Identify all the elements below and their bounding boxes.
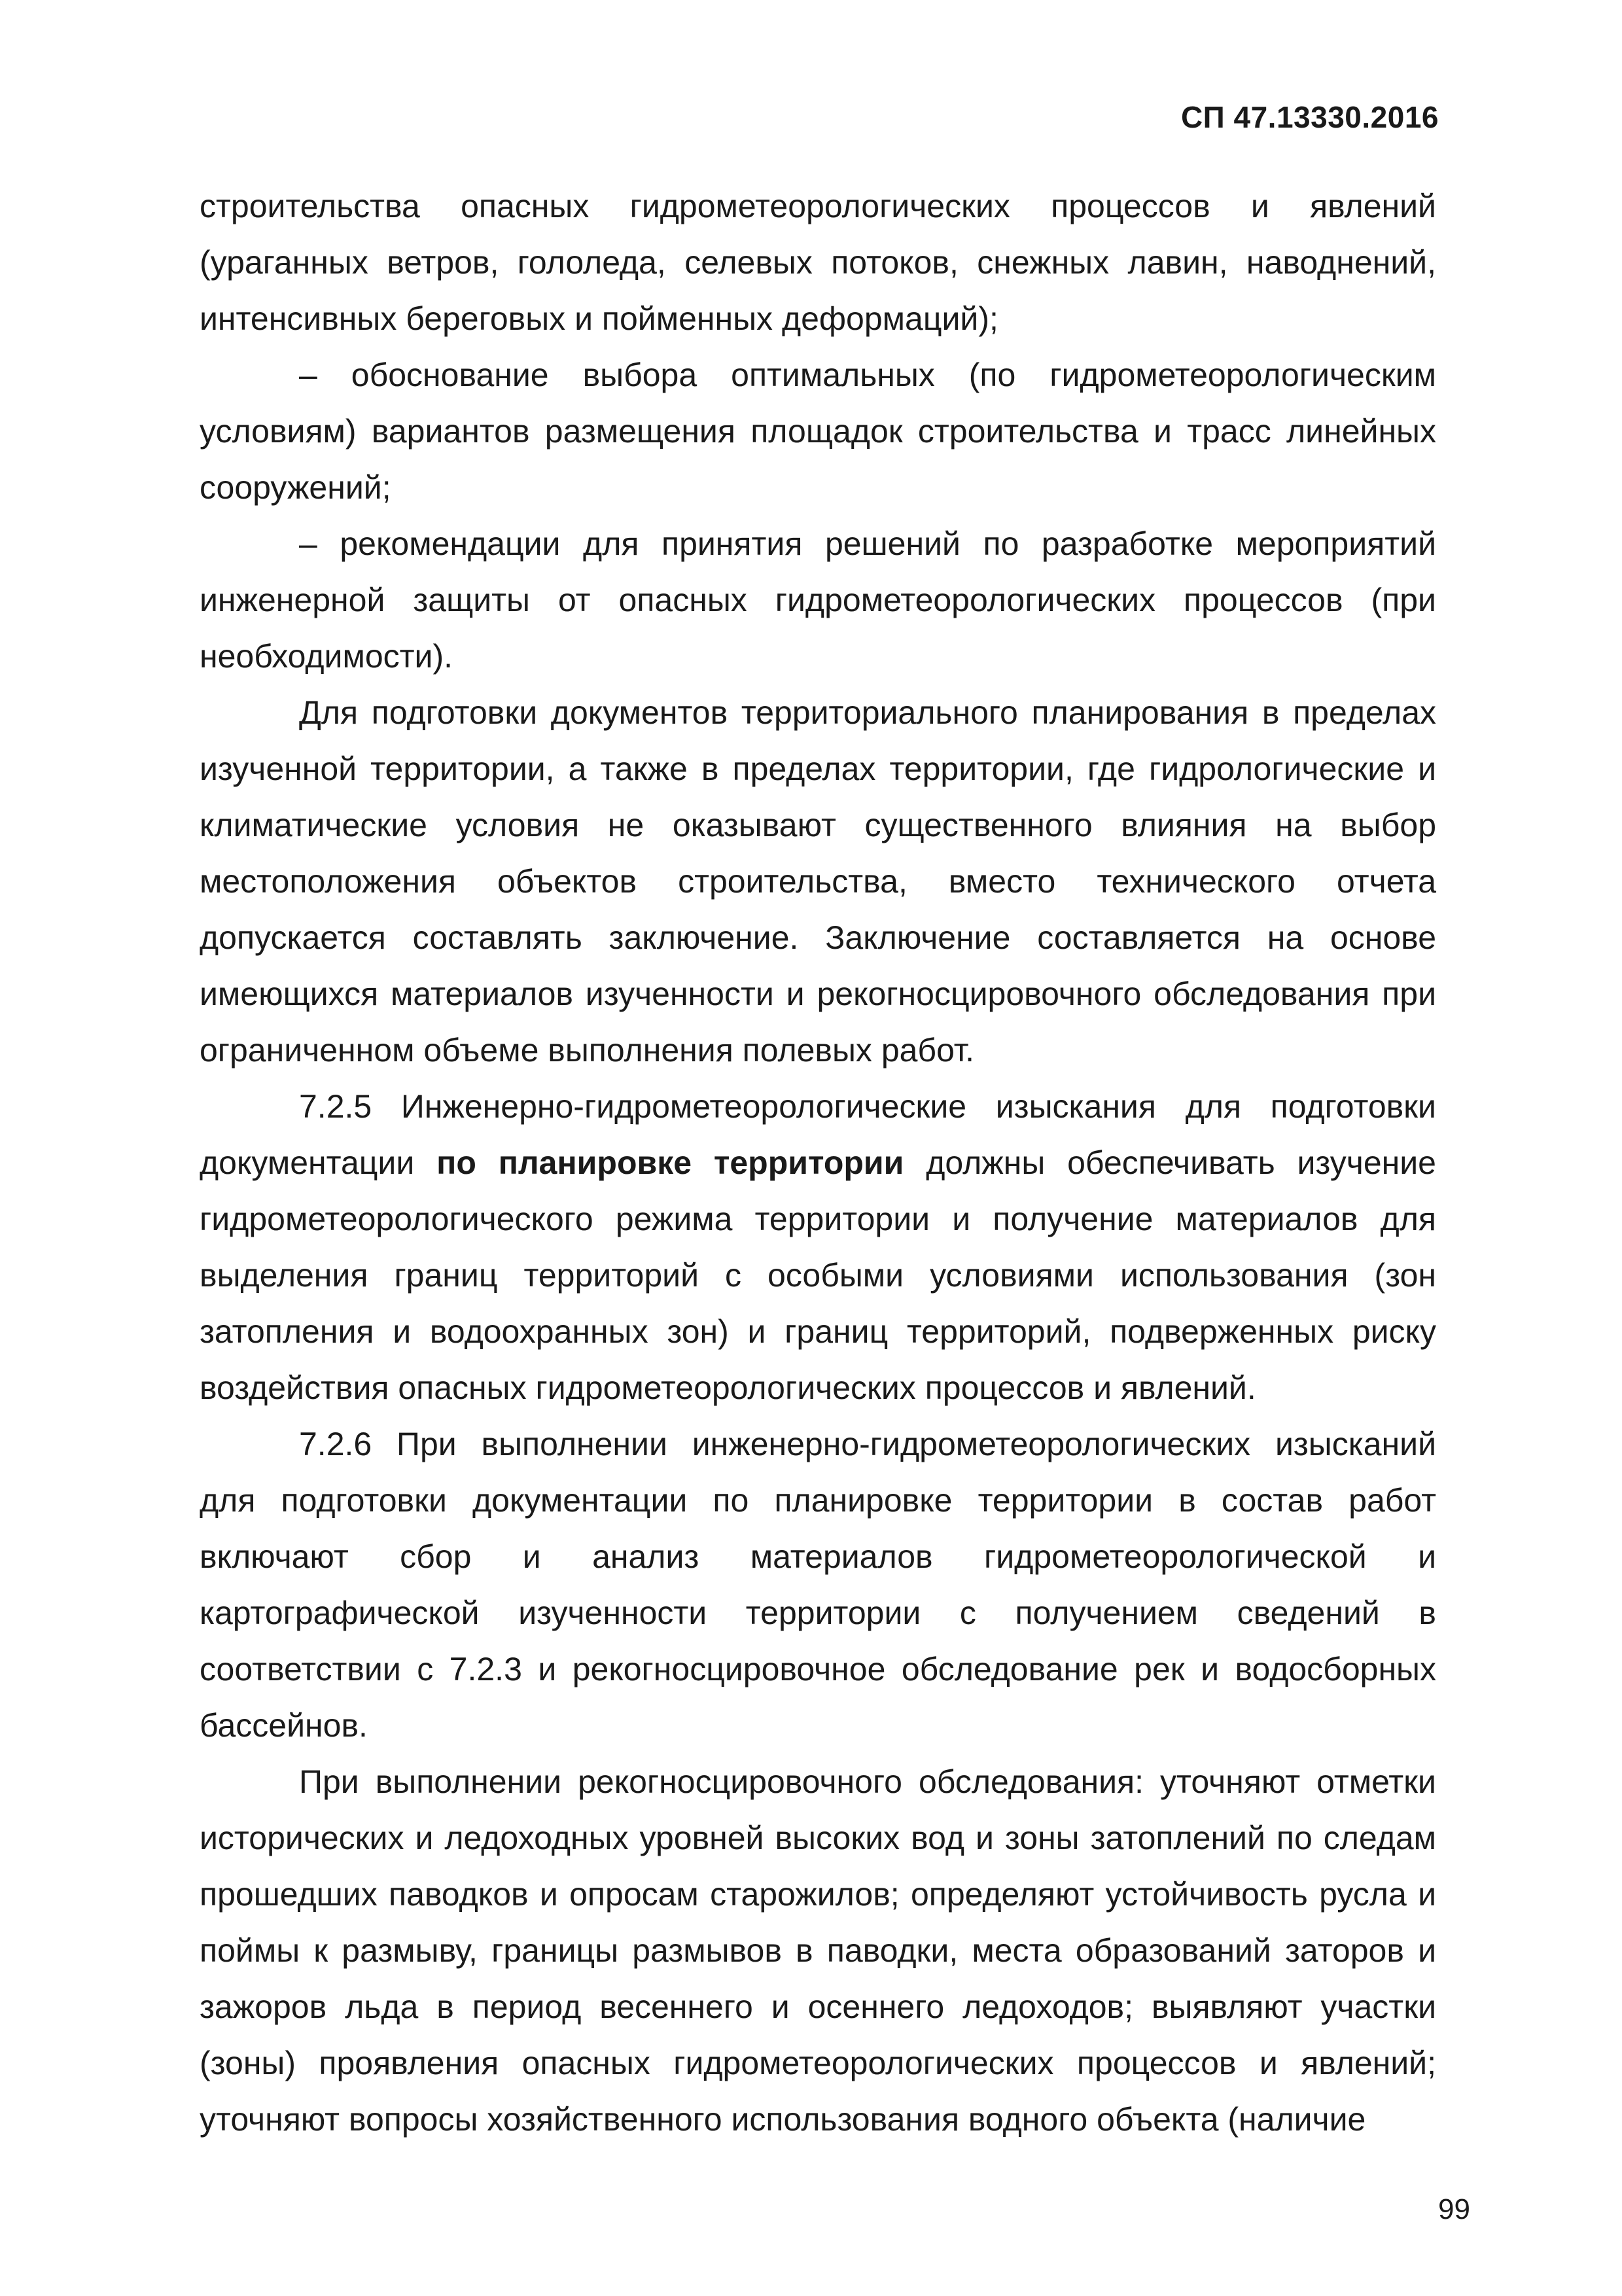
page-number: 99	[1438, 2193, 1470, 2225]
clause-7-2-5-emphasis: по планировке территории	[436, 1144, 904, 1181]
paragraph-territorial-planning: Для подготовки документов территориального планирования в пределах изученной территории, а также в пределах территории, где гидрологические и климатические условия не оказывают существенного влияния на выбор местоположения объектов строительства, вместо технического отчета допускается составлять заключение. Заключение составляется на основе имеющихся материалов изученности и рекогносцировочного обследования при ограниченном объеме выполнения полевых работ.	[200, 694, 1436, 1069]
clause-7-2-5-text-a: 7.2.5 Инженерно-гидрометеорологические изыскания для подготовки документации	[200, 1088, 1436, 1181]
paragraph-continuation: строительства опасных гидрометеорологических процессов и явлений (ураганных ветров, гололеда, селевых потоков, снежных лавин, наводнений, интенсивных береговых и пойменных деформаций);	[200, 188, 1436, 337]
list-item-justification: – обоснование выбора оптимальных (по гидрометеорологическим условиям) вариантов размещения площадок строительства и трасс линейных сооружений;	[200, 357, 1436, 506]
list-item-recommendations: – рекомендации для принятия решений по разработке мероприятий инженерной защиты от опасных гидрометеорологических процессов (при необходимости).	[200, 525, 1436, 675]
clause-7-2-6: 7.2.6 При выполнении инженерно-гидрометеорологических изысканий для подготовки документации по планировке территории в состав работ включают сбор и анализ материалов гидрометеорологической и картографической изученности территории с получением сведений в соответствии с 7.2.3 и рекогносцировочное обследование рек и водосборных бассейнов.	[200, 1426, 1436, 1744]
page-body	[200, 178, 1436, 2147]
document-code: СП 47.13330.2016	[1180, 100, 1439, 134]
paragraph-reconnaissance: При выполнении рекогносцировочного обследования: уточняют отметки исторических и ледоходных уровней высоких вод и зоны затоплений по следам прошедших паводков и опросам старожилов; определяют устойчивость русла и поймы к размыву, границы размывов в паводки, места образований заторов и зажоров льда в период весеннего и осеннего ледоходов; выявляют участки (зоны) проявления опасных гидрометеорологических процессов и явлений; уточняют вопросы хозяйственного использования водного объекта (наличие	[200, 1763, 1436, 2138]
clause-7-2-5	[200, 1078, 1436, 1416]
clause-7-2-5-text-b: должны обеспечивать изучение гидрометеорологического режима территории и получение материалов для выделения границ территорий с особыми условиями использования (зон затопления и водоохранных зон) и границ территорий, подверженных риску воздействия опасных гидрометеорологических процессов и явлений.	[200, 1144, 1436, 1406]
